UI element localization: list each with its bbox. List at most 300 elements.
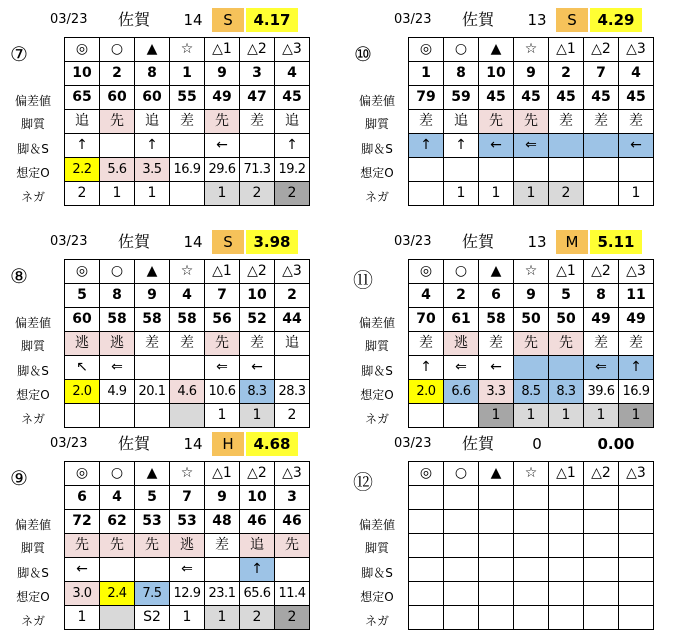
table-cell: ↑	[135, 134, 170, 158]
race-panel	[0, 228, 330, 433]
race-panel	[0, 430, 330, 635]
table-cell: 差	[135, 332, 170, 356]
table-cell: 45	[549, 86, 584, 110]
table-cell: 10	[65, 62, 100, 86]
table-cell: 45	[275, 86, 310, 110]
table-cell	[444, 606, 479, 630]
race-index: 5.11	[590, 230, 642, 254]
race-panel	[344, 228, 674, 433]
table-cell: 53	[170, 510, 205, 534]
table-cell: 1	[619, 404, 654, 428]
table-row	[409, 606, 654, 630]
table-cell: △1	[549, 462, 584, 486]
race-index: 4.17	[246, 8, 298, 32]
table-cell: ☆	[514, 462, 549, 486]
table-cell: ⇐	[444, 356, 479, 380]
table-cell	[409, 534, 444, 558]
table-cell: 3	[240, 62, 275, 86]
table-row	[65, 38, 310, 62]
table-cell: ⇐	[205, 356, 240, 380]
table-row	[65, 332, 310, 356]
table-cell: ☆	[514, 260, 549, 284]
table-cell: 65.6	[240, 582, 275, 606]
table-cell	[514, 158, 549, 182]
row-label: 脚＆S	[17, 142, 49, 156]
table-cell	[584, 606, 619, 630]
table-cell: 79	[409, 86, 444, 110]
prediction-table	[408, 461, 654, 630]
table-cell: ←	[619, 134, 654, 158]
table-cell: 58	[135, 308, 170, 332]
table-cell: 58	[100, 308, 135, 332]
table-row	[409, 534, 654, 558]
table-cell: 20.1	[135, 380, 170, 404]
table-cell: 5.6	[100, 158, 135, 182]
table-row	[409, 86, 654, 110]
table-cell: 差	[240, 332, 275, 356]
row-label: 想定O	[360, 590, 394, 604]
table-cell: 先	[514, 332, 549, 356]
table-cell: 49	[205, 86, 240, 110]
table-row	[65, 510, 310, 534]
table-cell: 2	[549, 182, 584, 206]
row-label: 脚質	[20, 117, 45, 131]
prediction-table	[408, 259, 654, 428]
table-cell: 先	[100, 534, 135, 558]
table-cell: ⇐	[584, 356, 619, 380]
table-cell	[100, 606, 135, 630]
table-cell: 6	[479, 284, 514, 308]
row-label: ネガ	[364, 412, 389, 426]
table-cell: 1	[205, 606, 240, 630]
table-cell: 1	[444, 182, 479, 206]
table-cell: 追	[135, 110, 170, 134]
table-cell: 10.6	[205, 380, 240, 404]
table-cell	[135, 558, 170, 582]
table-cell: 1	[549, 404, 584, 428]
table-cell: ↑	[619, 356, 654, 380]
table-cell: 2	[100, 62, 135, 86]
table-row	[65, 606, 310, 630]
race-index: 4.29	[590, 8, 642, 32]
table-cell: 2	[275, 284, 310, 308]
table-cell	[479, 486, 514, 510]
race-date: 03/23	[50, 234, 88, 249]
panel-header	[0, 430, 330, 456]
table-cell: 53	[135, 510, 170, 534]
table-cell: 差	[409, 110, 444, 134]
table-cell: 8	[444, 62, 479, 86]
race-code: S	[212, 8, 244, 32]
table-cell: ☆	[170, 462, 205, 486]
table-cell: 4	[100, 486, 135, 510]
table-cell: ←	[205, 134, 240, 158]
table-cell: △2	[584, 260, 619, 284]
table-cell: 10	[240, 486, 275, 510]
race-venue: 佐賀	[462, 10, 495, 29]
row-label: 想定O	[360, 166, 394, 180]
row-label: 偏差値	[14, 94, 51, 108]
table-row	[409, 308, 654, 332]
table-cell: ←	[240, 356, 275, 380]
race-number: ⑫	[353, 470, 373, 494]
table-cell: 1	[514, 182, 549, 206]
table-cell: ◎	[65, 38, 100, 62]
row-label: 偏差値	[14, 316, 51, 330]
table-cell: ↖	[65, 356, 100, 380]
race-date: 03/23	[394, 436, 432, 451]
table-cell	[479, 606, 514, 630]
table-cell: 39.6	[584, 380, 619, 404]
table-cell	[444, 558, 479, 582]
table-cell	[619, 486, 654, 510]
row-label: 脚＆S	[361, 142, 393, 156]
table-cell: 先	[549, 332, 584, 356]
row-label: 偏差値	[358, 94, 395, 108]
race-panel	[0, 6, 330, 211]
table-cell	[514, 510, 549, 534]
table-cell: ↑	[240, 558, 275, 582]
table-cell: 60	[135, 86, 170, 110]
table-cell	[135, 404, 170, 428]
table-cell	[619, 582, 654, 606]
table-row	[409, 332, 654, 356]
table-cell: ⇐	[170, 558, 205, 582]
table-cell: △3	[619, 462, 654, 486]
table-cell: 3.0	[65, 582, 100, 606]
panel-header	[344, 430, 674, 456]
table-cell: 追	[240, 534, 275, 558]
table-cell: ▲	[135, 38, 170, 62]
row-label: 想定O	[16, 590, 50, 604]
table-cell: ◎	[409, 38, 444, 62]
table-cell: 1	[479, 404, 514, 428]
table-cell: 49	[584, 308, 619, 332]
table-cell	[549, 582, 584, 606]
row-label: 脚＆S	[17, 566, 49, 580]
table-cell: ▲	[479, 260, 514, 284]
runner-count: 13	[527, 233, 547, 251]
table-cell: △2	[240, 462, 275, 486]
table-cell	[549, 158, 584, 182]
table-cell	[479, 558, 514, 582]
table-cell: ↑	[444, 134, 479, 158]
table-cell: ○	[444, 462, 479, 486]
table-row	[409, 158, 654, 182]
table-cell: 9	[514, 62, 549, 86]
race-index: 0.00	[597, 435, 635, 453]
row-label: 偏差値	[358, 518, 395, 532]
row-label: ネガ	[20, 614, 45, 628]
table-cell	[584, 510, 619, 534]
table-cell: 差	[584, 332, 619, 356]
table-cell: 2	[444, 284, 479, 308]
table-cell	[409, 510, 444, 534]
table-cell: 70	[409, 308, 444, 332]
table-cell: 先	[275, 534, 310, 558]
table-cell	[549, 510, 584, 534]
table-cell: 10	[479, 62, 514, 86]
table-cell: 9	[205, 62, 240, 86]
table-cell: ○	[100, 260, 135, 284]
table-cell: 16.9	[619, 380, 654, 404]
table-cell: 逃	[170, 534, 205, 558]
table-cell	[444, 534, 479, 558]
table-cell	[100, 134, 135, 158]
table-cell: ○	[100, 462, 135, 486]
table-cell	[170, 134, 205, 158]
table-cell	[514, 558, 549, 582]
table-cell: 6.6	[444, 380, 479, 404]
table-row	[409, 582, 654, 606]
table-row	[409, 38, 654, 62]
table-cell: 7	[584, 62, 619, 86]
row-label: 偏差値	[14, 518, 51, 532]
table-cell: 3.5	[135, 158, 170, 182]
table-cell: ←	[479, 356, 514, 380]
table-cell: △3	[275, 260, 310, 284]
table-cell	[205, 558, 240, 582]
table-cell	[170, 182, 205, 206]
table-cell: ◎	[409, 462, 444, 486]
table-cell: 48	[205, 510, 240, 534]
table-cell: 追	[65, 110, 100, 134]
table-cell: 58	[170, 308, 205, 332]
table-cell: 62	[100, 510, 135, 534]
row-label: 脚質	[364, 339, 389, 353]
table-cell: 1	[205, 182, 240, 206]
table-cell: △3	[619, 260, 654, 284]
table-cell: 先	[479, 110, 514, 134]
table-cell: 29.6	[205, 158, 240, 182]
table-cell	[584, 558, 619, 582]
table-cell: 60	[100, 86, 135, 110]
table-cell: △2	[240, 260, 275, 284]
table-cell: ▲	[479, 38, 514, 62]
row-label: 想定O	[360, 388, 394, 402]
table-row	[409, 62, 654, 86]
table-cell: 7	[170, 486, 205, 510]
table-cell: △2	[584, 38, 619, 62]
table-cell: 56	[205, 308, 240, 332]
row-label: 脚＆S	[361, 566, 393, 580]
panel-header	[0, 228, 330, 254]
table-cell: 差	[584, 110, 619, 134]
table-cell: 2	[65, 182, 100, 206]
table-cell	[514, 582, 549, 606]
table-cell	[619, 158, 654, 182]
table-cell: 逃	[444, 332, 479, 356]
table-row	[65, 380, 310, 404]
table-cell: 8	[100, 284, 135, 308]
race-venue: 佐賀	[118, 10, 151, 29]
table-cell: 1	[100, 182, 135, 206]
race-panel	[344, 6, 674, 211]
table-cell: 10	[240, 284, 275, 308]
table-cell: 4	[170, 284, 205, 308]
table-cell	[514, 606, 549, 630]
row-label: 脚質	[20, 541, 45, 555]
table-row	[409, 558, 654, 582]
table-cell: ○	[444, 38, 479, 62]
table-cell: 11.4	[275, 582, 310, 606]
table-cell: 46	[240, 510, 275, 534]
table-cell: ←	[479, 134, 514, 158]
table-row	[409, 486, 654, 510]
table-cell	[549, 134, 584, 158]
table-cell	[409, 606, 444, 630]
table-cell	[549, 558, 584, 582]
table-row	[65, 558, 310, 582]
row-label: 偏差値	[358, 316, 395, 330]
table-cell: 1	[205, 404, 240, 428]
table-row	[409, 260, 654, 284]
table-cell: △3	[275, 462, 310, 486]
table-cell	[170, 404, 205, 428]
table-cell	[479, 158, 514, 182]
table-cell: △1	[205, 38, 240, 62]
row-label: 脚質	[20, 339, 45, 353]
row-label: 脚＆S	[17, 364, 49, 378]
table-cell: △1	[549, 260, 584, 284]
runner-count: 14	[183, 435, 203, 453]
row-label: ネガ	[20, 412, 45, 426]
table-cell	[409, 404, 444, 428]
table-cell: 7.5	[135, 582, 170, 606]
table-cell: 差	[409, 332, 444, 356]
table-cell: 2	[275, 182, 310, 206]
table-cell: 7	[205, 284, 240, 308]
table-row	[65, 462, 310, 486]
table-cell: 1	[479, 182, 514, 206]
table-row	[409, 380, 654, 404]
table-row	[65, 534, 310, 558]
table-cell: 差	[479, 332, 514, 356]
table-cell: ☆	[514, 38, 549, 62]
table-cell: 72	[65, 510, 100, 534]
table-cell: 2	[275, 606, 310, 630]
table-cell: ↑	[409, 356, 444, 380]
race-index: 4.68	[246, 432, 298, 456]
race-code: H	[212, 432, 244, 456]
table-cell	[549, 486, 584, 510]
table-row	[409, 356, 654, 380]
race-venue: 佐賀	[462, 434, 495, 453]
table-cell	[409, 558, 444, 582]
table-cell: 16.9	[170, 158, 205, 182]
table-cell: ↑	[65, 134, 100, 158]
table-cell: 45	[584, 86, 619, 110]
table-cell	[444, 158, 479, 182]
race-code: S	[556, 8, 588, 32]
table-cell: 1	[135, 182, 170, 206]
table-cell: 45	[479, 86, 514, 110]
table-row	[65, 86, 310, 110]
row-label: 脚＆S	[361, 364, 393, 378]
race-date: 03/23	[394, 234, 432, 249]
table-cell: ○	[444, 260, 479, 284]
table-cell: 1	[65, 606, 100, 630]
runner-count: 14	[183, 233, 203, 251]
table-row	[409, 284, 654, 308]
race-number: ⑩	[354, 42, 372, 66]
table-cell: 19.2	[275, 158, 310, 182]
table-cell	[409, 582, 444, 606]
table-cell: 45	[514, 86, 549, 110]
table-row	[409, 404, 654, 428]
table-cell: 1	[409, 62, 444, 86]
panel-header	[344, 228, 674, 254]
table-cell: 8	[135, 62, 170, 86]
table-row	[65, 284, 310, 308]
table-cell: 先	[205, 110, 240, 134]
table-cell: 8.3	[549, 380, 584, 404]
prediction-table	[64, 37, 310, 206]
table-cell: 差	[205, 534, 240, 558]
table-row	[409, 510, 654, 534]
race-code: S	[212, 230, 244, 254]
table-cell: ☆	[170, 38, 205, 62]
table-cell	[170, 356, 205, 380]
prediction-table	[64, 461, 310, 630]
table-cell: △2	[240, 38, 275, 62]
table-cell: ▲	[479, 462, 514, 486]
table-cell: 61	[444, 308, 479, 332]
runner-count: 13	[527, 11, 547, 29]
table-row	[65, 404, 310, 428]
table-cell: 1	[514, 404, 549, 428]
table-cell: 9	[514, 284, 549, 308]
table-cell: 2	[240, 182, 275, 206]
table-cell: △1	[205, 260, 240, 284]
panel-header	[344, 6, 674, 32]
table-cell	[479, 582, 514, 606]
table-cell: ▲	[135, 260, 170, 284]
table-cell: ⇐	[514, 134, 549, 158]
row-label: 脚質	[364, 541, 389, 555]
table-cell: 4.6	[170, 380, 205, 404]
table-cell	[275, 558, 310, 582]
table-row	[65, 62, 310, 86]
race-index: 3.98	[246, 230, 298, 254]
table-cell	[240, 134, 275, 158]
table-cell	[444, 510, 479, 534]
table-row	[409, 462, 654, 486]
table-cell	[584, 182, 619, 206]
table-cell: 46	[275, 510, 310, 534]
row-label: ネガ	[20, 190, 45, 204]
row-label: 想定O	[16, 388, 50, 402]
table-cell: 55	[170, 86, 205, 110]
table-cell: 2.0	[409, 380, 444, 404]
table-cell: 先	[514, 110, 549, 134]
table-cell: 3	[275, 486, 310, 510]
table-cell: 47	[240, 86, 275, 110]
table-cell: 2	[275, 404, 310, 428]
table-cell: 先	[100, 110, 135, 134]
table-cell: 58	[479, 308, 514, 332]
table-cell: 2	[240, 606, 275, 630]
table-cell: 71.3	[240, 158, 275, 182]
table-cell: ◎	[65, 260, 100, 284]
table-cell: 8.5	[514, 380, 549, 404]
table-cell	[584, 534, 619, 558]
runner-count: 14	[183, 11, 203, 29]
table-cell: ☆	[170, 260, 205, 284]
table-cell	[584, 134, 619, 158]
table-row	[65, 486, 310, 510]
table-cell: 4	[409, 284, 444, 308]
